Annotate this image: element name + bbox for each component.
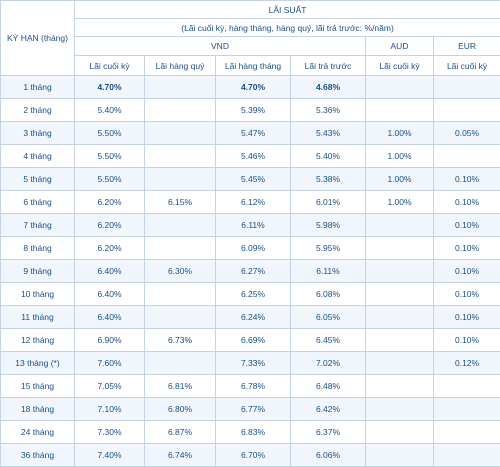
- rate-cell: 0.10%: [434, 214, 500, 237]
- rate-cell: 6.20%: [75, 214, 145, 237]
- rate-cell: [145, 306, 216, 329]
- table-row: [1, 260, 500, 283]
- rate-cell: [145, 283, 216, 306]
- rate-cell: [366, 76, 434, 99]
- rate-cell: [434, 99, 500, 122]
- rate-cell: [145, 352, 216, 375]
- table-body: [1, 76, 500, 467]
- rate-cell: 6.87%: [145, 421, 216, 444]
- rate-cell: 6.90%: [75, 329, 145, 352]
- rate-cell: 5.50%: [75, 122, 145, 145]
- rate-cell: 6.20%: [75, 237, 145, 260]
- rate-cell: 0.10%: [434, 168, 500, 191]
- term-cell: 10 tháng: [1, 283, 75, 306]
- rate-cell: 6.20%: [75, 191, 145, 214]
- rate-cell: 6.80%: [145, 398, 216, 421]
- rate-cell: 6.70%: [216, 444, 291, 467]
- rate-cell: [434, 76, 500, 99]
- rate-cell: 7.05%: [75, 375, 145, 398]
- table-row: [1, 191, 500, 214]
- rate-cell: [145, 214, 216, 237]
- column-header: Lãi cuối kỳ: [366, 56, 434, 76]
- rate-cell: 7.33%: [216, 352, 291, 375]
- rate-cell: 6.09%: [216, 237, 291, 260]
- rate-cell: [434, 145, 500, 168]
- table-row: [1, 237, 500, 260]
- term-cell: 9 tháng: [1, 260, 75, 283]
- column-header: Lãi hàng quý: [145, 56, 216, 76]
- table-row: [1, 168, 500, 191]
- rate-cell: 5.40%: [291, 145, 366, 168]
- rate-cell: [366, 214, 434, 237]
- table-row: [1, 329, 500, 352]
- currency-eur-header: EUR: [434, 37, 500, 56]
- rate-cell: [145, 237, 216, 260]
- rate-cell: 1.00%: [366, 145, 434, 168]
- rate-cell: [366, 260, 434, 283]
- term-cell: 4 tháng: [1, 145, 75, 168]
- rate-cell: 6.12%: [216, 191, 291, 214]
- rate-cell: 0.10%: [434, 191, 500, 214]
- rate-cell: 5.45%: [216, 168, 291, 191]
- rate-cell: [145, 76, 216, 99]
- rate-cell: 6.30%: [145, 260, 216, 283]
- rate-cell: [366, 421, 434, 444]
- table-row: [1, 214, 500, 237]
- rate-cell: 5.50%: [75, 145, 145, 168]
- rate-cell: 0.10%: [434, 283, 500, 306]
- rate-cell: 6.73%: [145, 329, 216, 352]
- rate-cell: 5.43%: [291, 122, 366, 145]
- table-row: [1, 352, 500, 375]
- rate-cell: [366, 329, 434, 352]
- rate-cell: 6.25%: [216, 283, 291, 306]
- term-cell: 13 tháng (*): [1, 352, 75, 375]
- term-cell: 36 tháng: [1, 444, 75, 467]
- term-cell: 6 tháng: [1, 191, 75, 214]
- table-row: [1, 421, 500, 444]
- rate-cell: 1.00%: [366, 168, 434, 191]
- rate-cell: 6.08%: [291, 283, 366, 306]
- term-cell: 24 tháng: [1, 421, 75, 444]
- rate-cell: [366, 237, 434, 260]
- rate-cell: [366, 375, 434, 398]
- rate-cell: 6.15%: [145, 191, 216, 214]
- column-header: Lãi cuối kỳ: [75, 56, 145, 76]
- rate-cell: 5.98%: [291, 214, 366, 237]
- currency-vnd-header: VND: [75, 37, 366, 56]
- rate-cell: 7.60%: [75, 352, 145, 375]
- rate-header: LÃI SUẤT: [75, 1, 500, 19]
- table-row: [1, 76, 500, 99]
- term-cell: 7 tháng: [1, 214, 75, 237]
- rate-cell: 6.74%: [145, 444, 216, 467]
- rate-cell: 0.10%: [434, 306, 500, 329]
- rate-cell: 6.40%: [75, 306, 145, 329]
- rate-cell: 5.36%: [291, 99, 366, 122]
- rate-cell: [366, 398, 434, 421]
- table-row: [1, 145, 500, 168]
- table-row: [1, 99, 500, 122]
- table-row: [1, 444, 500, 467]
- currency-aud-header: AUD: [366, 37, 434, 56]
- rate-cell: 6.78%: [216, 375, 291, 398]
- rate-subheader: (Lãi cuối kỳ, hàng tháng, hàng quý, lãi trả trước: %/năm): [75, 19, 500, 37]
- rate-cell: 7.02%: [291, 352, 366, 375]
- term-cell: 5 tháng: [1, 168, 75, 191]
- rate-cell: 6.01%: [291, 191, 366, 214]
- rate-cell: 6.77%: [216, 398, 291, 421]
- term-cell: 12 tháng: [1, 329, 75, 352]
- rate-cell: 5.46%: [216, 145, 291, 168]
- rate-cell: 6.42%: [291, 398, 366, 421]
- rate-cell: 6.37%: [291, 421, 366, 444]
- rate-cell: 0.10%: [434, 237, 500, 260]
- rate-cell: [145, 99, 216, 122]
- table-row: [1, 122, 500, 145]
- term-cell: 2 tháng: [1, 99, 75, 122]
- rate-cell: 6.06%: [291, 444, 366, 467]
- rate-cell: 0.05%: [434, 122, 500, 145]
- rate-cell: 1.00%: [366, 191, 434, 214]
- rate-cell: [434, 444, 500, 467]
- rate-cell: [145, 168, 216, 191]
- term-cell: 11 tháng: [1, 306, 75, 329]
- rate-cell: 0.12%: [434, 352, 500, 375]
- rate-cell: 7.40%: [75, 444, 145, 467]
- rate-cell: [434, 421, 500, 444]
- rate-cell: 1.00%: [366, 122, 434, 145]
- rate-cell: 4.70%: [216, 76, 291, 99]
- rate-cell: 5.50%: [75, 168, 145, 191]
- rate-cell: 7.30%: [75, 421, 145, 444]
- rate-cell: 5.95%: [291, 237, 366, 260]
- rate-cell: 0.10%: [434, 260, 500, 283]
- term-cell: 1 tháng: [1, 76, 75, 99]
- rate-cell: 6.11%: [291, 260, 366, 283]
- column-header: Lãi cuối kỳ: [434, 56, 500, 76]
- rate-cell: [366, 99, 434, 122]
- rate-cell: [145, 122, 216, 145]
- rate-cell: [366, 352, 434, 375]
- rate-cell: [366, 306, 434, 329]
- rate-cell: [145, 145, 216, 168]
- rate-cell: 4.70%: [75, 76, 145, 99]
- table-row: [1, 398, 500, 421]
- table-row: [1, 283, 500, 306]
- rate-cell: 6.48%: [291, 375, 366, 398]
- rate-cell: 6.40%: [75, 283, 145, 306]
- table-row: [1, 375, 500, 398]
- rate-cell: 5.47%: [216, 122, 291, 145]
- rate-cell: [434, 398, 500, 421]
- rate-cell: [366, 283, 434, 306]
- term-cell: 8 tháng: [1, 237, 75, 260]
- rate-cell: 6.83%: [216, 421, 291, 444]
- rate-cell: 5.38%: [291, 168, 366, 191]
- term-cell: 18 tháng: [1, 398, 75, 421]
- rate-cell: [366, 444, 434, 467]
- rate-cell: 5.39%: [216, 99, 291, 122]
- table-row: [1, 306, 500, 329]
- rate-cell: 6.45%: [291, 329, 366, 352]
- rate-cell: 5.40%: [75, 99, 145, 122]
- rate-cell: 4.68%: [291, 76, 366, 99]
- rate-cell: 6.11%: [216, 214, 291, 237]
- rate-cell: 6.69%: [216, 329, 291, 352]
- rate-cell: 0.10%: [434, 329, 500, 352]
- term-cell: 3 tháng: [1, 122, 75, 145]
- rate-cell: 6.81%: [145, 375, 216, 398]
- rate-cell: 7.10%: [75, 398, 145, 421]
- column-header: Lãi hàng tháng: [216, 56, 291, 76]
- term-header: KỲ HẠN (tháng): [1, 1, 75, 76]
- rate-cell: 6.05%: [291, 306, 366, 329]
- rate-cell: 6.24%: [216, 306, 291, 329]
- term-cell: 15 tháng: [1, 375, 75, 398]
- rate-cell: [434, 375, 500, 398]
- rate-cell: 6.27%: [216, 260, 291, 283]
- rate-cell: 6.40%: [75, 260, 145, 283]
- column-header: Lãi trả trước: [291, 56, 366, 76]
